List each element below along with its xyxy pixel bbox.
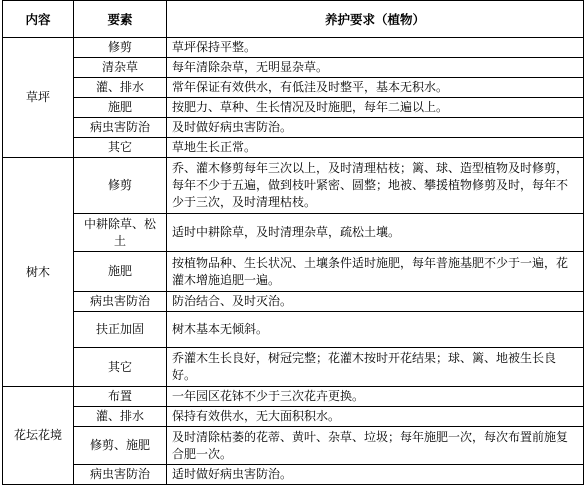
requirement-cell: 按植物品种、生长状况、土壤条件适时施肥，每年普施基肥不少于一遍，花灌木增施追肥一遍。 xyxy=(167,252,584,292)
element-cell: 中耕除草、松土 xyxy=(74,214,167,252)
table-row xyxy=(3,292,584,312)
table-row xyxy=(3,214,584,252)
requirement-cell: 按肥力、草种、生长情况及时施肥，每年二遍以上。 xyxy=(167,98,584,118)
table-row xyxy=(3,78,584,98)
element-cell: 病虫害防治 xyxy=(74,292,167,312)
element-cell: 其它 xyxy=(74,138,167,158)
element-cell: 病虫害防治 xyxy=(74,118,167,138)
table-row xyxy=(3,387,584,407)
element-cell: 清杂草 xyxy=(74,58,167,78)
table-row xyxy=(3,465,584,485)
table-row xyxy=(3,252,584,292)
element-cell: 病虫害防治 xyxy=(74,465,167,485)
table-row xyxy=(3,407,584,427)
element-cell: 其它 xyxy=(74,348,167,387)
element-cell: 修剪 xyxy=(74,158,167,214)
maintenance-table xyxy=(2,0,584,485)
element-cell: 施肥 xyxy=(74,98,167,118)
header-element: 要素 xyxy=(74,1,167,38)
header-requirement: 养护要求（植物） xyxy=(167,1,584,38)
element-cell: 施肥 xyxy=(74,252,167,292)
table-row xyxy=(3,348,584,387)
table-row xyxy=(3,58,584,78)
category-lawn: 草坪 xyxy=(3,38,74,158)
table-row xyxy=(3,38,584,58)
element-cell: 修剪、施肥 xyxy=(74,427,167,465)
requirement-cell: 保持有效供水，无大面积积水。 xyxy=(167,407,584,427)
requirement-cell: 适时中耕除草，及时清理杂草，疏松土壤。 xyxy=(167,214,584,252)
element-cell: 灌、排水 xyxy=(74,407,167,427)
category-trees: 树木 xyxy=(3,158,74,387)
requirement-cell: 一年园区花钵不少于三次花卉更换。 xyxy=(167,387,584,407)
category-flowers: 花坛花境 xyxy=(3,387,74,485)
requirement-cell: 乔灌木生长良好，树冠完整；花灌木按时开花结果；球、篱、地被生长良好。 xyxy=(167,348,584,387)
table-row xyxy=(3,118,584,138)
requirement-cell: 草坪保持平整。 xyxy=(167,38,584,58)
table-row xyxy=(3,158,584,214)
requirement-cell: 防治结合、及时灭治。 xyxy=(167,292,584,312)
element-cell: 灌、排水 xyxy=(74,78,167,98)
element-cell: 修剪 xyxy=(74,38,167,58)
requirement-cell: 乔、灌木修剪每年三次以上，及时清理枯枝；篱、球、造型植物及时修剪，每年不少于五遍，做到枝叶紧密、圆整；地被、攀援植物修剪及时，每年不少于三次，及时清理枯枝。 xyxy=(167,158,584,214)
requirement-cell: 及时做好病虫害防治。 xyxy=(167,118,584,138)
header-content: 内容 xyxy=(3,1,74,38)
requirement-cell: 每年清除杂草，无明显杂草。 xyxy=(167,58,584,78)
requirement-cell: 常年保证有效供水，有低洼及时整平，基本无积水。 xyxy=(167,78,584,98)
table-row xyxy=(3,312,584,348)
table-row xyxy=(3,98,584,118)
header-row xyxy=(3,1,584,38)
element-cell: 布置 xyxy=(74,387,167,407)
requirement-cell: 及时清除枯萎的花蒂、黄叶、杂草、垃圾；每年施肥一次，每次布置前施复合肥一次。 xyxy=(167,427,584,465)
requirement-cell: 适时做好病虫害防治。 xyxy=(167,465,584,485)
table-row xyxy=(3,427,584,465)
requirement-cell: 树木基本无倾斜。 xyxy=(167,312,584,348)
table-row xyxy=(3,138,584,158)
element-cell: 扶正加固 xyxy=(74,312,167,348)
requirement-cell: 草地生长正常。 xyxy=(167,138,584,158)
